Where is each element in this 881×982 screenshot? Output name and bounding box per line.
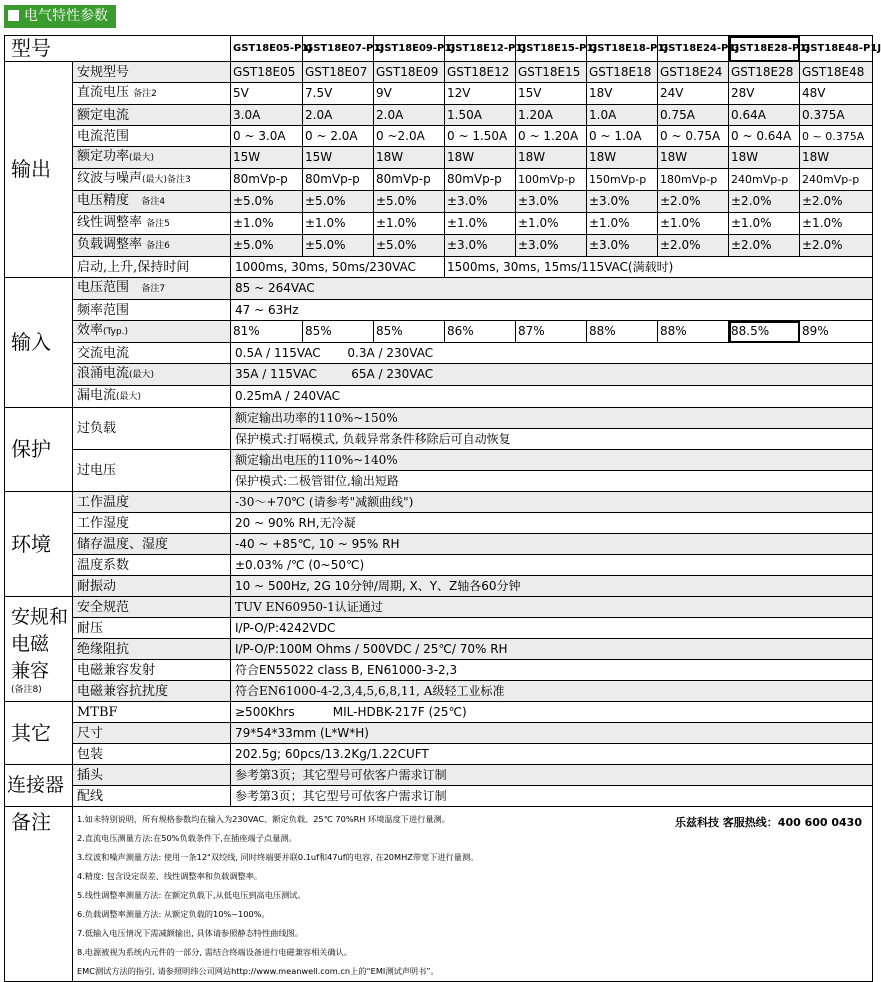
row-note: 备注4 (141, 197, 166, 207)
cell: ±1.0% (658, 213, 729, 235)
cell: 18W (800, 147, 873, 169)
cell: 3.0A (231, 105, 303, 126)
cell: 85 ~ 264VAC (231, 278, 873, 300)
cell: 额定输出电压的110%~140% (231, 450, 873, 471)
row-note: 备注5 (146, 219, 170, 229)
cell: 1.20A (516, 105, 587, 126)
cell: GST18E18 (587, 62, 658, 83)
cell: 88% (658, 321, 729, 343)
cell: 参考第3页；其它型号可依客户需求订制 (231, 765, 873, 786)
cell: ±3.0% (445, 235, 516, 257)
row-label: 安全规范 (73, 597, 231, 618)
cell: 18W (729, 147, 800, 169)
cell: 88% (587, 321, 658, 343)
category-note: (备注8) (11, 685, 42, 695)
cell: GST18E12 (445, 62, 516, 83)
section-title: 电气特性参数 (24, 8, 108, 24)
cell-highlighted: 88.5% (729, 321, 800, 343)
note-line: 4.精度: 包含设定误差、线性调整率和负载调整率。 (77, 871, 263, 881)
cell: 48V (800, 83, 873, 105)
cell: 202.5g; 60pcs/13.2Kg/1.22CUFT (231, 744, 873, 765)
cell: ±2.0% (729, 191, 800, 213)
category-connector: 连接器 (5, 765, 73, 807)
cell: I/P-O/P:100M Ohms / 500VDC / 25℃/ 70% RH (231, 639, 873, 660)
cell: 保护模式:二极管钳位,输出短路 (231, 471, 873, 492)
row-label: 电磁兼容发射 (73, 660, 231, 681)
cell: 0 ~2.0A (374, 126, 445, 147)
row-note: (最大) (116, 392, 142, 402)
cell: 15V (516, 83, 587, 105)
cell: 1.0A (587, 105, 658, 126)
cell: 7.5V (303, 83, 374, 105)
row-label: 工作温度 (73, 492, 231, 513)
cell: 18V (587, 83, 658, 105)
cell: 符合EN55022 class B, EN61000-3-2,3 (231, 660, 873, 681)
cell: 0.5A / 115VAC 0.3A / 230VAC (231, 343, 873, 364)
cell: 35A / 115VAC 65A / 230VAC (231, 364, 873, 386)
row-note: 备注2 (133, 89, 157, 99)
cell: 240mVp-p (729, 169, 800, 191)
category-output: 输出 (5, 62, 73, 278)
category-notes: 备注 (5, 807, 73, 982)
cell: 额定输出功率的110%~150% (231, 408, 873, 429)
cell: ≥500Khrs MIL-HDBK-217F (25℃) (231, 702, 873, 723)
cell: 15W (303, 147, 374, 169)
row-label: 安规型号 (73, 62, 231, 83)
cell: 0.375A (800, 105, 873, 126)
cell: 180mVp-p (658, 169, 729, 191)
model-header-highlighted: GST18E28-P1J (729, 36, 800, 62)
row-label: 耐振动 (73, 576, 231, 597)
cell: 0.64A (729, 105, 800, 126)
model-header: GST18E15-P1J (516, 36, 587, 62)
cell: 28V (729, 83, 800, 105)
square-icon (8, 10, 19, 21)
cell: 0 ~ 1.20A (516, 126, 587, 147)
row-label: 储存温度、湿度 (73, 534, 231, 555)
row-label: 额定功率(最大) (73, 147, 231, 169)
cell: GST18E28 (729, 62, 800, 83)
cell: 18W (445, 147, 516, 169)
note-line: EMC测试方法的指引, 请参照明纬公司网站http://www.meanwell.com.cn上的“EMI测试声明书”。 (77, 966, 439, 976)
cell: ±1.0% (516, 213, 587, 235)
row-note: 备注7 (141, 284, 166, 294)
cell: ±1.0% (800, 213, 873, 235)
cell: I/P-O/P:4242VDC (231, 618, 873, 639)
cell: ±5.0% (231, 191, 303, 213)
cell: 1.50A (445, 105, 516, 126)
category-input: 输入 (5, 278, 73, 408)
cell: ±1.0% (587, 213, 658, 235)
cell: GST18E05 (231, 62, 303, 83)
cell: 2.0A (303, 105, 374, 126)
cell: ±2.0% (800, 191, 873, 213)
note-line: 2.直流电压测量方法:在50%负载条件下,在插座端子点量测。 (77, 833, 297, 843)
cell: 0 ~ 0.64A (729, 126, 800, 147)
cell: 150mVp-p (587, 169, 658, 191)
cell: ±1.0% (231, 213, 303, 235)
cell: ±5.0% (374, 191, 445, 213)
cell: ±3.0% (516, 191, 587, 213)
cell: GST18E15 (516, 62, 587, 83)
model-header: GST18E24-P1J (658, 36, 729, 62)
cell: 10 ~ 500Hz, 2G 10分钟/周期, X、Y、Z轴各60分钟 (231, 576, 873, 597)
row-label: 效率(Typ.) (73, 321, 231, 343)
cell: 15W (231, 147, 303, 169)
row-label: 纹波与噪声(最大)备注3 (73, 169, 231, 191)
row-label: 额定电流 (73, 105, 231, 126)
row-note: (最大) (129, 153, 155, 163)
row-label: 过负载 (73, 408, 231, 450)
note-line: 8.电源被视为系统内元件的一部分, 需结合终端设备进行电磁兼容相关确认。 (77, 947, 353, 957)
cell: 12V (445, 83, 516, 105)
cell: GST18E07 (303, 62, 374, 83)
cell: 1000ms, 30ms, 50ms/230VAC (231, 257, 445, 278)
cell: ±1.0% (303, 213, 374, 235)
row-label: 插头 (73, 765, 231, 786)
cell: ±2.0% (800, 235, 873, 257)
row-label: 频率范围 (73, 300, 231, 321)
cell: ±3.0% (516, 235, 587, 257)
cell: 保护模式:打嗝模式, 负载异常条件移除后可自动恢复 (231, 429, 873, 450)
cell: ±2.0% (729, 235, 800, 257)
row-label: 耐压 (73, 618, 231, 639)
model-header: GST18E48-P1J (800, 36, 873, 62)
row-label: 电磁兼容抗扰度 (73, 681, 231, 702)
row-label: 配线 (73, 786, 231, 807)
cell: 80mVp-p (374, 169, 445, 191)
row-label: 直流电压 备注2 (73, 83, 231, 105)
cell: ±1.0% (729, 213, 800, 235)
model-header: GST18E12-P1J (445, 36, 516, 62)
cell: 0 ~ 3.0A (231, 126, 303, 147)
row-label: 线性调整率 备注5 (73, 213, 231, 235)
category-safety-emc: 安规和 电磁 兼容 (备注8) (5, 597, 73, 702)
cell: 参考第3页；其它型号可依客户需求订制 (231, 786, 873, 807)
cell: 9V (374, 83, 445, 105)
row-label: 过电压 (73, 450, 231, 492)
category-protection: 保护 (5, 408, 73, 492)
cell: ±2.0% (658, 235, 729, 257)
row-label: 负载调整率 备注6 (73, 235, 231, 257)
cell: 18W (374, 147, 445, 169)
cell: 0 ~ 0.375A (800, 126, 873, 147)
cell: ±5.0% (374, 235, 445, 257)
row-label: 电压精度 备注4 (73, 191, 231, 213)
category-environment: 环境 (5, 492, 73, 597)
cell: 0 ~ 1.0A (587, 126, 658, 147)
cell: 85% (374, 321, 445, 343)
cell: ±1.0% (445, 213, 516, 235)
cell: 18W (658, 147, 729, 169)
cell: 85% (303, 321, 374, 343)
cell: GST18E24 (658, 62, 729, 83)
note-line: 3.纹波和噪声测量方法: 使用一条12"双绞线, 同时终端要并联0.1uf和47uf的电容, 在20MHZ带宽下进行量测。 (77, 852, 479, 862)
cell: 18W (516, 147, 587, 169)
cell: ±0.03% /℃ (0~50℃) (231, 555, 873, 576)
cell: ±3.0% (445, 191, 516, 213)
note-line: 7.低输入电压情况下需减额输出, 具体请参照静态特性曲线图。 (77, 928, 303, 938)
cell: 87% (516, 321, 587, 343)
section-header (4, 5, 116, 28)
row-label: 工作湿度 (73, 513, 231, 534)
cell: GST18E48 (800, 62, 873, 83)
cell: ±3.0% (587, 235, 658, 257)
row-label: 漏电流(最大) (73, 386, 231, 408)
cell: 5V (231, 83, 303, 105)
cell: 79*54*33mm (L*W*H) (231, 723, 873, 744)
cell: 18W (587, 147, 658, 169)
cell: 2.0A (374, 105, 445, 126)
note-line: 6.负载调整率测量方法: 从额定负载的10%~100%。 (77, 909, 270, 919)
model-label: 型号 (5, 36, 231, 62)
row-label: 温度系数 (73, 555, 231, 576)
note-line: 5.线性调整率测量方法: 在额定负载下,从低电压到高电压测试。 (77, 890, 306, 900)
cell: 1500ms, 30ms, 15ms/115VAC(满载时) (445, 257, 873, 278)
hotline: 乐兹科技 客服热线：400 600 0430 (674, 816, 862, 829)
cell: 0 ~ 1.50A (445, 126, 516, 147)
row-label: 尺寸 (73, 723, 231, 744)
cell: 47 ~ 63Hz (231, 300, 873, 321)
cell: 0.25mA / 240VAC (231, 386, 873, 408)
model-header: GST18E09-P1J (374, 36, 445, 62)
cell: 80mVp-p (303, 169, 374, 191)
cell: 89% (800, 321, 873, 343)
spec-table (4, 35, 881, 982)
row-note: (Typ.) (103, 327, 129, 337)
row-label: 交流电流 (73, 343, 231, 364)
note-line: 1.如未特别说明，所有规格参数均在输入为230VAC、额定负载、25℃ 70%RH 环境温度下进行量测。 (77, 814, 450, 824)
row-label: MTBF (73, 702, 231, 723)
notes-cell (73, 807, 873, 982)
row-label: 包装 (73, 744, 231, 765)
cell: TUV EN60950-1认证通过 (231, 597, 873, 618)
cell: -30〜+70℃ (请参考"减额曲线") (231, 492, 873, 513)
row-note: 备注6 (146, 241, 170, 251)
cell: 86% (445, 321, 516, 343)
cell: 81% (231, 321, 303, 343)
cell: 0.75A (658, 105, 729, 126)
cell: 0 ~ 2.0A (303, 126, 374, 147)
row-label: 电压范围 备注7 (73, 278, 231, 300)
category-other: 其它 (5, 702, 73, 765)
model-header: GST18E07-P1J (303, 36, 374, 62)
row-label: 绝缘阻抗 (73, 639, 231, 660)
cell: ±5.0% (231, 235, 303, 257)
cell: 100mVp-p (516, 169, 587, 191)
cell: ±5.0% (303, 191, 374, 213)
cell: 240mVp-p (800, 169, 873, 191)
cell: 80mVp-p (445, 169, 516, 191)
cell: 80mVp-p (231, 169, 303, 191)
cell: 符合EN61000-4-2,3,4,5,6,8,11, A级轻工业标准 (231, 681, 873, 702)
cell: ±3.0% (587, 191, 658, 213)
cell: ±2.0% (658, 191, 729, 213)
cell: GST18E09 (374, 62, 445, 83)
cell: ±5.0% (303, 235, 374, 257)
cell: 20 ~ 90% RH,无冷凝 (231, 513, 873, 534)
model-header: GST18E18-P1J (587, 36, 658, 62)
row-note: (最大) (129, 370, 155, 380)
row-label: 电流范围 (73, 126, 231, 147)
cell: 0 ~ 0.75A (658, 126, 729, 147)
cell: -40 ~ +85℃, 10 ~ 95% RH (231, 534, 873, 555)
row-note: (最大)备注3 (142, 175, 191, 185)
row-label: 浪涌电流(最大) (73, 364, 231, 386)
row-label: 启动,上升,保持时间 (73, 257, 231, 278)
cell: ±1.0% (374, 213, 445, 235)
model-header: GST18E05-P1J (231, 36, 303, 62)
cell: 24V (658, 83, 729, 105)
